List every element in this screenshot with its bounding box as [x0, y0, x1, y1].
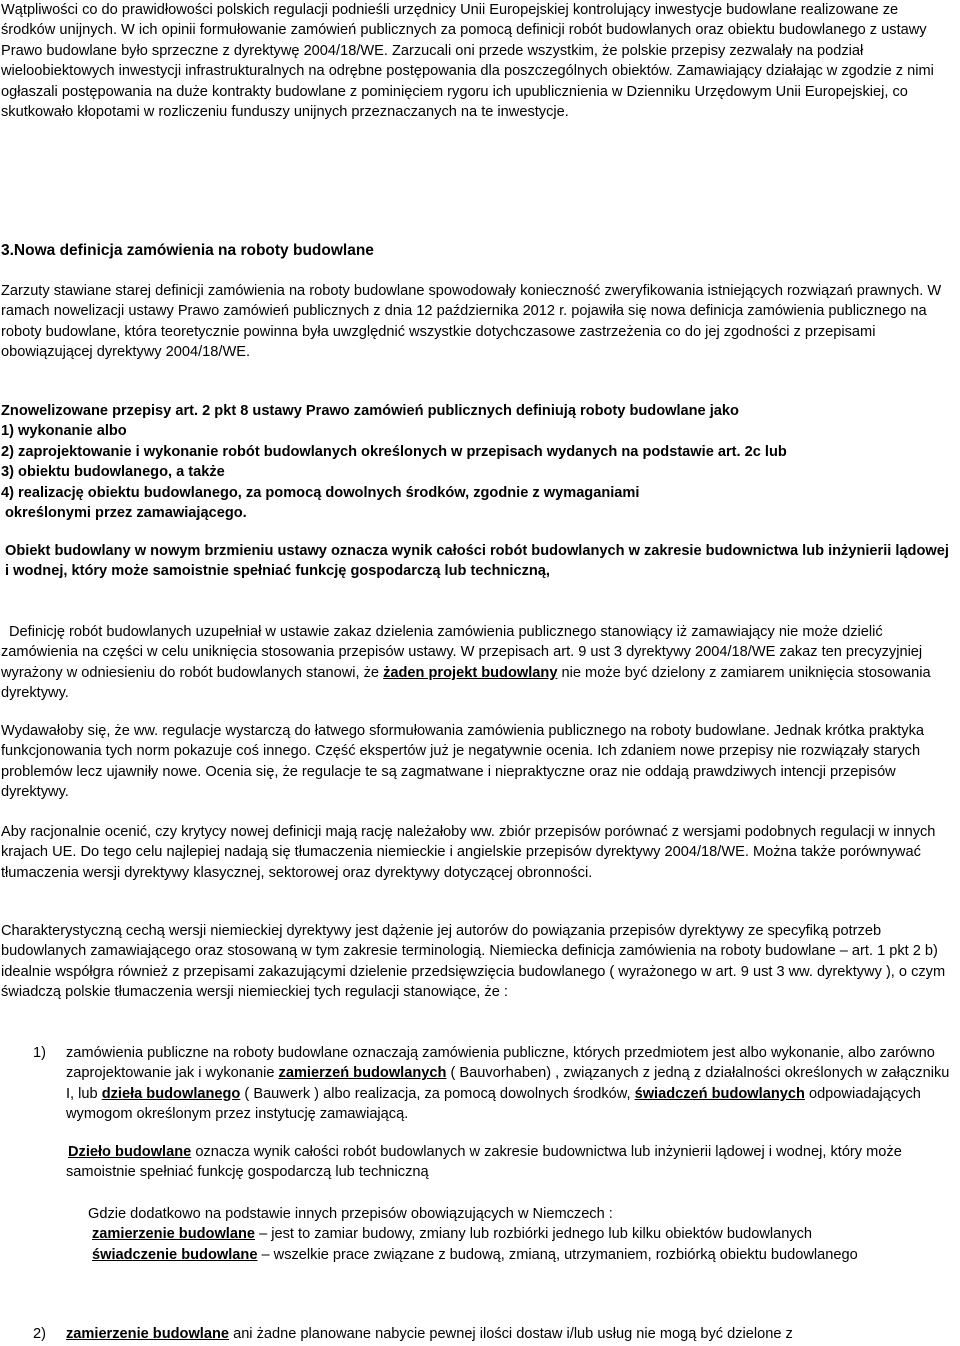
bold-line-3: 2) zaprojektowanie i wykonanie robót budowlanych określonych w przepisach wydanych na podstawie art. 2c lub — [1, 443, 787, 460]
definition-zamierzenie — [88, 1224, 938, 1244]
term-zamierzenie-budowlane: zamierzenie budowlane — [66, 1326, 230, 1342]
paragraph-wydawaloby: Wydawałoby się, że ww. regulacje wystarczą do łatwego sformułowania zamówienia publicznego na roboty budowlane. Jednak krótka praktyka funkcjonowania tych norm pokazuje coś innego. Część ekspertów już je negatywnie ocenia. Ich zdaniem nowe przepisy nie rozwiązały starych problemów lecz ujawniły nowe. Ocenia się, że regulacje te są zagmatwane i niepraktyczne oraz nie oddają prawdziwych intencji przepisów dyrektywy. — [1, 723, 924, 801]
list-text: ani żadne planowane nabycie pewnej ilości dostaw i/lub usług nie mogą być dzielone z — [233, 1326, 793, 1342]
paragraph-aby: Aby racjonalnie ocenić, czy krytycy nowej definicji mają rację należałoby ww. zbiór przepisów porównać z wersjami podobnych regulacji w innych krajach UE. Do tego celu najlepiej nadają się tłumaczenia niemieckie i angielskie przepisów dyrektywy 2004/18/WE. Można także porównywać tłumaczenia wersji dyrektywy klasycznej, sektorowej oraz dyrektywy dotyczącej obronności. — [1, 824, 936, 881]
bold-line-6: określonymi przez zamawiającego. — [5, 505, 247, 522]
bold-definition-block — [1, 401, 956, 523]
list-text: odpowiadających wymogom określonym przez instytucję zamawiającą. — [66, 1085, 921, 1123]
definicje-text-before: Definicję robót budowlanych uzupełniał w ustawie zakaz dzielenia zamówienia publicznego stanowiący iż zamawiający nie może dzielić zamówienia na części w celu uniknięcia stosowania przepisów ustawy. W przepisach art. 9 ust 3 dyrektywy 2004/18/WE zakaz ten precyzyjniej wyrażony w odniesieniu do robót budowlanych stanowi, że — [1, 624, 923, 681]
list-text: ( Bauwerk ) albo realizacja, za pomocą dowolnych środków, — [244, 1085, 631, 1102]
section-heading: 3.Nowa definicja zamówienia na roboty budowlane — [1, 242, 374, 259]
bold-line-2: 1) wykonanie albo — [1, 423, 127, 440]
list-body — [66, 1324, 958, 1344]
term-swiadczen-budowlanych: świadczeń budowlanych — [634, 1085, 805, 1102]
definition-swiadczenie — [88, 1245, 938, 1265]
paragraph-zarzuty: Zarzuty stawiane starej definicji zamówienia na roboty budowlane spowodowały konieczność zweryfikowania istniejących rozwiązań prawnych. W ramach nowelizacji ustawy Prawo zamówień publicznych z dnia 12 października 2012 r. pojawiła się nowa definicja zamówienia publicznego na roboty budowlane, która teoretycznie powinna była uwzględnić wszystkie dotychczasowe zastrzeżenia co do jej zgodności z przepisami obowiązującej dyrektywy 2004/18/WE. — [1, 283, 942, 361]
bold-line-5: 4) realizację obiektu budowlanego, za pomocą dowolnych środków, zgodnie z wymaganiami — [1, 484, 640, 501]
definicje-text-after: nie może być dzielony z zamiarem uniknięcia stosowania dyrektywy. — [1, 664, 931, 702]
paragraph-dzielo-budowlane — [66, 1142, 956, 1183]
term-dzielo-budowlane: Dzieło budowlane — [68, 1144, 192, 1160]
term-swiadczenie-budowlane: świadczenie budowlane — [92, 1246, 258, 1263]
definicje-emphasis: żaden projekt budowlany — [383, 664, 558, 681]
term-zamierzenie-budowlane: zamierzenie budowlane — [92, 1226, 256, 1243]
list-text: ( Bauvorhaben) , związanych z jedną z działalności określonych w załączniku I, lub — [66, 1065, 950, 1102]
list-number: 1) — [33, 1045, 46, 1061]
list-text: zamówienia publiczne na roboty budowlane oznaczają zamówienia publiczne, których przedmiotem jest albo wykonanie, albo zarówno zaprojektowanie jak i wykonanie — [66, 1045, 935, 1082]
dzielo-text: oznacza wynik całości robót budowlanych w zakresie budownictwa lub inżynierii lądowej i wodnej, który może samoistnie spełniać funkcję gospodarczą lub techniczną — [66, 1144, 902, 1181]
intro-paragraph: Wątpliwości co do prawidłowości polskich regulacji podnieśli urzędnicy Unii Europejskiej kontrolujący inwestycje budowlane realizowane ze środków unijnych. W ich opinii formułowanie zamówień publicznych za pomocą definicji robót budowlanych oraz obiektu budowlanego z ustawy Prawo budowlane było sprzeczne z dyrektywę 2004/18/WE. Zarzucali oni przede wszystkim, że polskie przepisy zezwalały na podział wieloobiektowych inwestycji infrastrukturalnych na odrębne postępowania dla poszczególnych obiektów. Zamawiający działając w zgodzie z nimi ogłaszali postępowania na duże kontrakty budowlane z pominięciem rygoru ich upublicznienia w Dzienniku Urzędowym Unii Europejskiej, co skutkowało kłopotami w rozliczeniu funduszy unijnych przeznaczanych na te inwestycje. — [1, 2, 934, 121]
definition-text: – jest to zamiar budowy, zmiany lub rozbiórki jednego lub kilku obiektów budowlanych — [259, 1226, 813, 1243]
paragraph-obiekt-budowlany: Obiekt budowlany w nowym brzmieniu ustawy oznacza wynik całości robót budowlanych w zakresie budownictwa lub inżynierii lądowej i wodnej, który może samoistnie spełniać funkcję gospodarczą lub techniczną, — [5, 543, 949, 580]
definition-text: – wszelkie prace związane z budową, zmianą, utrzymaniem, rozbiórką obiektu budowlanego — [261, 1246, 858, 1263]
list-number: 2) — [33, 1326, 46, 1342]
german-definitions — [88, 1204, 938, 1265]
definitions-intro: Gdzie dodatkowo na podstawie innych przepisów obowiązujących w Niemczech : — [88, 1206, 613, 1222]
bold-line-1: Znowelizowane przepisy art. 2 pkt 8 ustawy Prawo zamówień publicznych definiują roboty budowlane jako — [1, 403, 739, 419]
paragraph-charakterystyczna: Charakterystyczną cechą wersji niemieckiej dyrektywy jest dążenie jej autorów do powiązania przepisów dyrektywy ze specyfiką potrzeb budowlanych zamawiającego oraz stosowaną w tym zakresie terminologią. Niemiecka definicja zamówienia na roboty budowlane – art. 1 pkt 2 b) idealnie współgra również z przepisami zakazującymi dzielenie przedsięwzięcia budowlanego ( wyrażonego w art. 9 ust 3 ww. dyrektywy ), o czym świadczą polskie tłumaczenia wersji niemieckiej tych regulacji stanowiące, że : — [1, 923, 946, 1001]
bold-line-4: 3) obiektu budowlanego, a także — [1, 464, 225, 481]
list-body — [66, 1043, 958, 1125]
term-dziela-budowlanego: dzieła budowlanego — [101, 1085, 241, 1102]
paragraph-definicje — [1, 622, 956, 704]
term-zamierzen-budowlanych: zamierzeń budowlanych — [278, 1065, 447, 1082]
